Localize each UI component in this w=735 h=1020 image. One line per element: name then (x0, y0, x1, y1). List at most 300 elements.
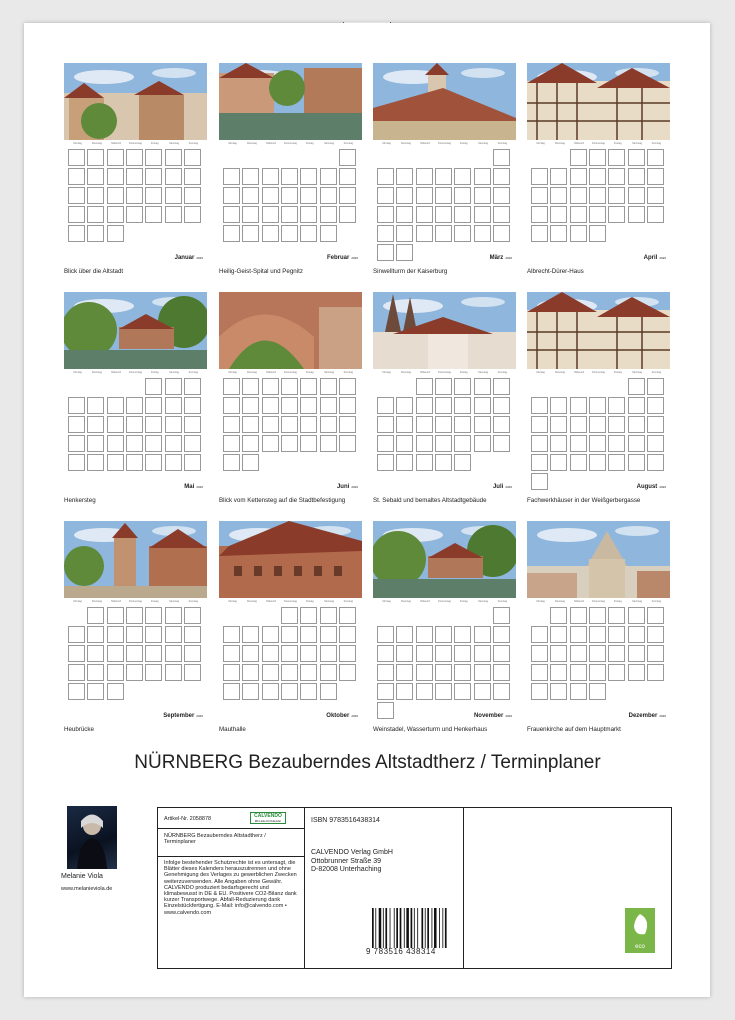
day-cell[interactable] (339, 187, 356, 204)
day-cell[interactable] (416, 645, 433, 662)
day-cell[interactable] (647, 206, 664, 223)
day-cell[interactable] (281, 187, 298, 204)
day-cell[interactable] (396, 435, 413, 452)
day-cell[interactable] (435, 454, 452, 471)
day-cell[interactable] (628, 626, 645, 643)
day-cell[interactable] (165, 168, 182, 185)
day-cell[interactable] (550, 664, 567, 681)
day-cell[interactable] (550, 168, 567, 185)
day-cell[interactable] (145, 397, 162, 414)
day-cell[interactable] (589, 168, 606, 185)
day-cell[interactable] (531, 454, 548, 471)
day-cell[interactable] (242, 397, 259, 414)
day-cell[interactable] (647, 645, 664, 662)
day-cell[interactable] (165, 416, 182, 433)
day-cell[interactable] (281, 607, 298, 624)
day-cell[interactable] (570, 664, 587, 681)
day-cell[interactable] (68, 225, 85, 242)
day-cell[interactable] (454, 683, 471, 700)
day-cell[interactable] (281, 397, 298, 414)
day-cell[interactable] (570, 149, 587, 166)
day-cell[interactable] (87, 683, 104, 700)
day-cell[interactable] (589, 664, 606, 681)
day-cell[interactable] (377, 244, 394, 261)
day-cell[interactable] (107, 168, 124, 185)
day-cell[interactable] (493, 645, 510, 662)
day-cell[interactable] (300, 664, 317, 681)
day-cell[interactable] (531, 683, 548, 700)
day-cell[interactable] (165, 378, 182, 395)
day-cell[interactable] (223, 416, 240, 433)
day-cell[interactable] (531, 187, 548, 204)
day-cell[interactable] (262, 187, 279, 204)
day-cell[interactable] (493, 149, 510, 166)
day-cell[interactable] (608, 168, 625, 185)
day-cell[interactable] (589, 607, 606, 624)
day-cell[interactable] (223, 168, 240, 185)
day-cell[interactable] (320, 168, 337, 185)
day-cell[interactable] (320, 187, 337, 204)
day-cell[interactable] (184, 645, 201, 662)
day-cell[interactable] (126, 607, 143, 624)
day-cell[interactable] (416, 454, 433, 471)
day-cell[interactable] (242, 645, 259, 662)
day-cell[interactable] (300, 435, 317, 452)
day-cell[interactable] (647, 664, 664, 681)
day-cell[interactable] (493, 168, 510, 185)
day-cell[interactable] (377, 702, 394, 719)
day-cell[interactable] (647, 168, 664, 185)
day-cell[interactable] (550, 187, 567, 204)
day-cell[interactable] (377, 225, 394, 242)
day-cell[interactable] (165, 397, 182, 414)
day-cell[interactable] (145, 149, 162, 166)
day-cell[interactable] (570, 683, 587, 700)
day-cell[interactable] (396, 225, 413, 242)
day-cell[interactable] (165, 454, 182, 471)
day-cell[interactable] (493, 206, 510, 223)
author-website[interactable]: www.melanieviola.de (61, 886, 113, 892)
day-cell[interactable] (320, 607, 337, 624)
day-cell[interactable] (570, 435, 587, 452)
day-cell[interactable] (589, 683, 606, 700)
day-cell[interactable] (570, 416, 587, 433)
day-cell[interactable] (647, 378, 664, 395)
day-cell[interactable] (242, 168, 259, 185)
day-cell[interactable] (107, 607, 124, 624)
day-cell[interactable] (474, 645, 491, 662)
day-cell[interactable] (493, 435, 510, 452)
day-cell[interactable] (416, 225, 433, 242)
day-cell[interactable] (87, 645, 104, 662)
day-cell[interactable] (339, 149, 356, 166)
day-cell[interactable] (126, 397, 143, 414)
day-cell[interactable] (242, 664, 259, 681)
day-cell[interactable] (570, 206, 587, 223)
day-cell[interactable] (435, 168, 452, 185)
day-cell[interactable] (435, 416, 452, 433)
day-cell[interactable] (339, 607, 356, 624)
day-cell[interactable] (165, 149, 182, 166)
day-cell[interactable] (320, 683, 337, 700)
day-cell[interactable] (570, 607, 587, 624)
day-cell[interactable] (628, 378, 645, 395)
day-cell[interactable] (435, 187, 452, 204)
day-cell[interactable] (377, 206, 394, 223)
day-cell[interactable] (242, 626, 259, 643)
day-cell[interactable] (416, 168, 433, 185)
day-cell[interactable] (126, 626, 143, 643)
day-cell[interactable] (87, 626, 104, 643)
day-cell[interactable] (608, 626, 625, 643)
day-cell[interactable] (165, 435, 182, 452)
day-cell[interactable] (126, 149, 143, 166)
day-cell[interactable] (87, 187, 104, 204)
day-cell[interactable] (262, 168, 279, 185)
day-cell[interactable] (107, 454, 124, 471)
day-cell[interactable] (454, 416, 471, 433)
day-cell[interactable] (68, 626, 85, 643)
day-cell[interactable] (454, 168, 471, 185)
day-cell[interactable] (550, 416, 567, 433)
day-cell[interactable] (145, 435, 162, 452)
day-cell[interactable] (300, 225, 317, 242)
day-cell[interactable] (145, 168, 162, 185)
day-cell[interactable] (647, 149, 664, 166)
day-cell[interactable] (242, 416, 259, 433)
day-cell[interactable] (493, 626, 510, 643)
day-cell[interactable] (320, 435, 337, 452)
day-cell[interactable] (454, 645, 471, 662)
day-cell[interactable] (145, 664, 162, 681)
day-cell[interactable] (570, 225, 587, 242)
day-cell[interactable] (628, 397, 645, 414)
day-cell[interactable] (608, 416, 625, 433)
day-cell[interactable] (570, 645, 587, 662)
day-cell[interactable] (589, 416, 606, 433)
day-cell[interactable] (68, 149, 85, 166)
day-cell[interactable] (570, 187, 587, 204)
day-cell[interactable] (396, 206, 413, 223)
day-cell[interactable] (416, 206, 433, 223)
day-cell[interactable] (223, 397, 240, 414)
day-cell[interactable] (608, 435, 625, 452)
day-cell[interactable] (145, 626, 162, 643)
day-cell[interactable] (396, 397, 413, 414)
day-cell[interactable] (416, 416, 433, 433)
day-cell[interactable] (68, 435, 85, 452)
day-cell[interactable] (339, 645, 356, 662)
day-cell[interactable] (107, 206, 124, 223)
day-cell[interactable] (281, 645, 298, 662)
day-cell[interactable] (262, 378, 279, 395)
day-cell[interactable] (416, 664, 433, 681)
day-cell[interactable] (320, 645, 337, 662)
day-cell[interactable] (87, 435, 104, 452)
day-cell[interactable] (165, 645, 182, 662)
day-cell[interactable] (454, 187, 471, 204)
day-cell[interactable] (126, 664, 143, 681)
day-cell[interactable] (223, 187, 240, 204)
day-cell[interactable] (145, 378, 162, 395)
day-cell[interactable] (87, 397, 104, 414)
day-cell[interactable] (435, 626, 452, 643)
day-cell[interactable] (320, 397, 337, 414)
day-cell[interactable] (589, 187, 606, 204)
day-cell[interactable] (416, 683, 433, 700)
day-cell[interactable] (107, 664, 124, 681)
day-cell[interactable] (184, 626, 201, 643)
day-cell[interactable] (550, 607, 567, 624)
day-cell[interactable] (531, 473, 548, 490)
day-cell[interactable] (223, 626, 240, 643)
day-cell[interactable] (281, 206, 298, 223)
day-cell[interactable] (377, 435, 394, 452)
day-cell[interactable] (608, 664, 625, 681)
day-cell[interactable] (107, 683, 124, 700)
day-cell[interactable] (262, 225, 279, 242)
day-cell[interactable] (531, 397, 548, 414)
day-cell[interactable] (396, 168, 413, 185)
day-cell[interactable] (377, 168, 394, 185)
day-cell[interactable] (377, 683, 394, 700)
day-cell[interactable] (68, 416, 85, 433)
day-cell[interactable] (396, 454, 413, 471)
day-cell[interactable] (474, 397, 491, 414)
day-cell[interactable] (126, 168, 143, 185)
day-cell[interactable] (628, 435, 645, 452)
day-cell[interactable] (416, 435, 433, 452)
day-cell[interactable] (68, 645, 85, 662)
day-cell[interactable] (242, 435, 259, 452)
day-cell[interactable] (396, 626, 413, 643)
day-cell[interactable] (377, 187, 394, 204)
day-cell[interactable] (87, 168, 104, 185)
day-cell[interactable] (474, 626, 491, 643)
day-cell[interactable] (647, 397, 664, 414)
day-cell[interactable] (320, 225, 337, 242)
day-cell[interactable] (107, 416, 124, 433)
day-cell[interactable] (589, 626, 606, 643)
day-cell[interactable] (493, 607, 510, 624)
day-cell[interactable] (570, 626, 587, 643)
day-cell[interactable] (550, 683, 567, 700)
day-cell[interactable] (647, 187, 664, 204)
day-cell[interactable] (145, 206, 162, 223)
day-cell[interactable] (474, 683, 491, 700)
day-cell[interactable] (531, 225, 548, 242)
day-cell[interactable] (589, 206, 606, 223)
day-cell[interactable] (87, 206, 104, 223)
day-cell[interactable] (570, 397, 587, 414)
day-cell[interactable] (435, 664, 452, 681)
day-cell[interactable] (474, 664, 491, 681)
day-cell[interactable] (377, 397, 394, 414)
day-cell[interactable] (435, 645, 452, 662)
day-cell[interactable] (531, 416, 548, 433)
day-cell[interactable] (454, 378, 471, 395)
day-cell[interactable] (262, 645, 279, 662)
day-cell[interactable] (396, 645, 413, 662)
day-cell[interactable] (628, 645, 645, 662)
day-cell[interactable] (608, 206, 625, 223)
day-cell[interactable] (184, 416, 201, 433)
day-cell[interactable] (493, 187, 510, 204)
day-cell[interactable] (68, 206, 85, 223)
day-cell[interactable] (454, 206, 471, 223)
day-cell[interactable] (396, 187, 413, 204)
day-cell[interactable] (474, 206, 491, 223)
day-cell[interactable] (339, 435, 356, 452)
day-cell[interactable] (107, 435, 124, 452)
day-cell[interactable] (628, 149, 645, 166)
day-cell[interactable] (435, 435, 452, 452)
day-cell[interactable] (474, 378, 491, 395)
day-cell[interactable] (570, 454, 587, 471)
day-cell[interactable] (300, 683, 317, 700)
day-cell[interactable] (87, 416, 104, 433)
day-cell[interactable] (184, 454, 201, 471)
day-cell[interactable] (531, 168, 548, 185)
day-cell[interactable] (165, 187, 182, 204)
day-cell[interactable] (300, 416, 317, 433)
day-cell[interactable] (339, 664, 356, 681)
day-cell[interactable] (126, 187, 143, 204)
day-cell[interactable] (647, 416, 664, 433)
day-cell[interactable] (608, 454, 625, 471)
day-cell[interactable] (300, 607, 317, 624)
day-cell[interactable] (242, 683, 259, 700)
day-cell[interactable] (339, 626, 356, 643)
day-cell[interactable] (242, 378, 259, 395)
day-cell[interactable] (107, 187, 124, 204)
day-cell[interactable] (320, 626, 337, 643)
day-cell[interactable] (126, 454, 143, 471)
day-cell[interactable] (550, 454, 567, 471)
day-cell[interactable] (589, 225, 606, 242)
day-cell[interactable] (107, 626, 124, 643)
day-cell[interactable] (550, 397, 567, 414)
day-cell[interactable] (242, 225, 259, 242)
day-cell[interactable] (145, 607, 162, 624)
day-cell[interactable] (435, 378, 452, 395)
day-cell[interactable] (628, 607, 645, 624)
day-cell[interactable] (493, 397, 510, 414)
day-cell[interactable] (608, 645, 625, 662)
day-cell[interactable] (647, 454, 664, 471)
day-cell[interactable] (416, 626, 433, 643)
day-cell[interactable] (281, 378, 298, 395)
day-cell[interactable] (628, 454, 645, 471)
day-cell[interactable] (184, 607, 201, 624)
day-cell[interactable] (647, 435, 664, 452)
day-cell[interactable] (126, 206, 143, 223)
day-cell[interactable] (550, 225, 567, 242)
day-cell[interactable] (68, 664, 85, 681)
day-cell[interactable] (262, 435, 279, 452)
day-cell[interactable] (416, 397, 433, 414)
day-cell[interactable] (68, 168, 85, 185)
day-cell[interactable] (474, 416, 491, 433)
day-cell[interactable] (165, 626, 182, 643)
day-cell[interactable] (223, 645, 240, 662)
day-cell[interactable] (145, 187, 162, 204)
day-cell[interactable] (628, 187, 645, 204)
day-cell[interactable] (184, 187, 201, 204)
day-cell[interactable] (454, 397, 471, 414)
day-cell[interactable] (377, 645, 394, 662)
day-cell[interactable] (608, 187, 625, 204)
day-cell[interactable] (647, 626, 664, 643)
day-cell[interactable] (184, 168, 201, 185)
day-cell[interactable] (589, 397, 606, 414)
day-cell[interactable] (126, 645, 143, 662)
day-cell[interactable] (531, 435, 548, 452)
day-cell[interactable] (589, 435, 606, 452)
day-cell[interactable] (550, 645, 567, 662)
day-cell[interactable] (87, 149, 104, 166)
day-cell[interactable] (454, 435, 471, 452)
day-cell[interactable] (454, 664, 471, 681)
day-cell[interactable] (68, 454, 85, 471)
day-cell[interactable] (531, 664, 548, 681)
day-cell[interactable] (281, 435, 298, 452)
day-cell[interactable] (628, 168, 645, 185)
day-cell[interactable] (223, 225, 240, 242)
day-cell[interactable] (300, 626, 317, 643)
day-cell[interactable] (435, 683, 452, 700)
day-cell[interactable] (589, 454, 606, 471)
day-cell[interactable] (435, 206, 452, 223)
day-cell[interactable] (628, 664, 645, 681)
day-cell[interactable] (184, 435, 201, 452)
day-cell[interactable] (262, 664, 279, 681)
day-cell[interactable] (107, 645, 124, 662)
day-cell[interactable] (165, 206, 182, 223)
day-cell[interactable] (531, 626, 548, 643)
day-cell[interactable] (165, 607, 182, 624)
day-cell[interactable] (493, 378, 510, 395)
day-cell[interactable] (454, 454, 471, 471)
day-cell[interactable] (531, 645, 548, 662)
day-cell[interactable] (435, 397, 452, 414)
day-cell[interactable] (628, 416, 645, 433)
day-cell[interactable] (87, 664, 104, 681)
day-cell[interactable] (396, 683, 413, 700)
day-cell[interactable] (145, 416, 162, 433)
day-cell[interactable] (184, 378, 201, 395)
day-cell[interactable] (107, 149, 124, 166)
day-cell[interactable] (262, 397, 279, 414)
day-cell[interactable] (454, 626, 471, 643)
day-cell[interactable] (281, 168, 298, 185)
day-cell[interactable] (377, 664, 394, 681)
day-cell[interactable] (87, 607, 104, 624)
day-cell[interactable] (107, 225, 124, 242)
day-cell[interactable] (262, 626, 279, 643)
day-cell[interactable] (281, 416, 298, 433)
day-cell[interactable] (339, 168, 356, 185)
day-cell[interactable] (608, 397, 625, 414)
day-cell[interactable] (242, 206, 259, 223)
day-cell[interactable] (647, 607, 664, 624)
day-cell[interactable] (300, 187, 317, 204)
day-cell[interactable] (339, 206, 356, 223)
day-cell[interactable] (320, 664, 337, 681)
day-cell[interactable] (435, 225, 452, 242)
day-cell[interactable] (107, 397, 124, 414)
day-cell[interactable] (550, 435, 567, 452)
